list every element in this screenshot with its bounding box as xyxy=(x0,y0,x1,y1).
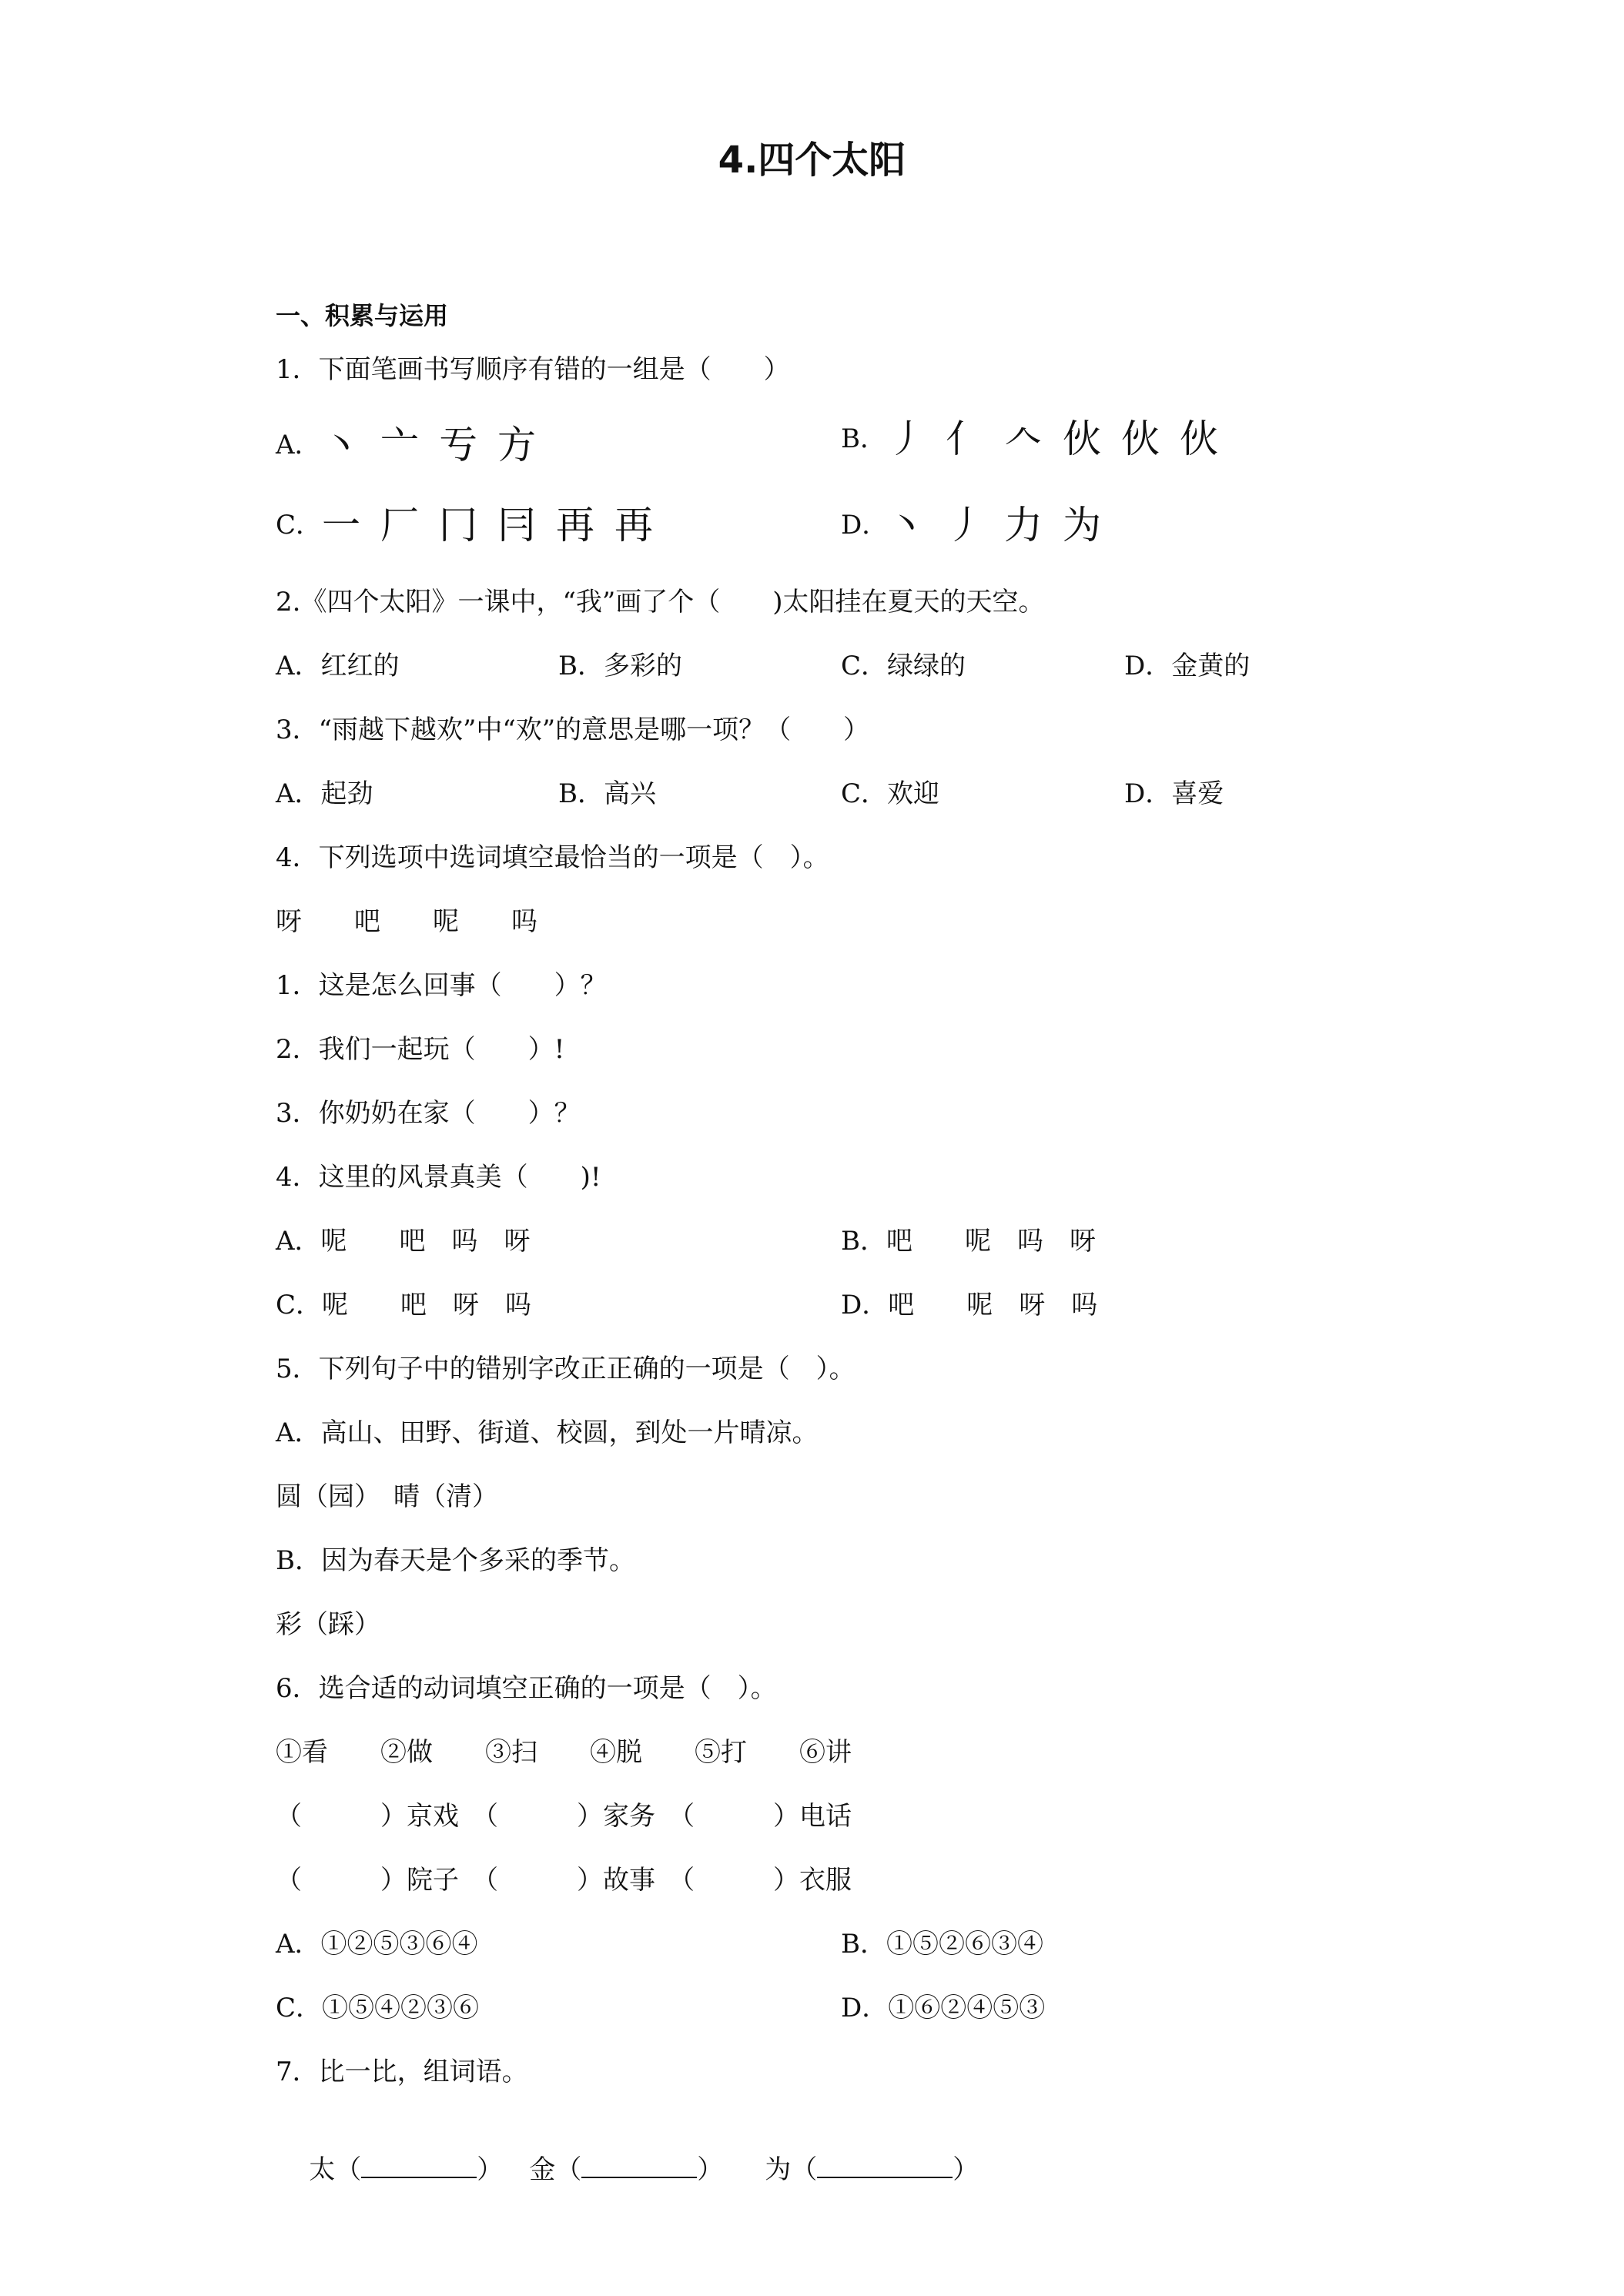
stroke-step: 再 xyxy=(614,503,653,547)
q3-option-d: D．喜爱 xyxy=(1124,778,1224,809)
section-heading: 一、积累与运用 xyxy=(276,301,449,330)
q1-option-c xyxy=(276,502,653,548)
q7-char-3: 为（ xyxy=(765,2154,818,2185)
stroke-step: 伙 xyxy=(1121,417,1160,461)
q7-char-1: 太（ xyxy=(309,2154,362,2185)
q7-word-row xyxy=(276,2119,979,2221)
q3-option-c: C．欢迎 xyxy=(841,778,940,809)
stroke-step: 𠆢 xyxy=(1004,417,1043,461)
stroke-step: 亻 xyxy=(946,417,984,461)
q4-item: 2．我们一起玩（ ）! xyxy=(276,1034,565,1065)
q6-option-d: D．①⑥②④⑤③ xyxy=(841,1993,1046,2023)
q4-option-a: A．呢 吧 吗 呀 xyxy=(276,1226,531,1257)
question-1-stem: 1．下面笔画书写顺序有错的一组是（ ） xyxy=(276,354,790,385)
q6-verb-bank: ①看 ②做 ③扫 ④脱 ⑤打 ⑥讲 xyxy=(276,1737,852,1768)
stroke-step: 丶 xyxy=(322,423,360,467)
q4-option-b: B．吧 呢 吗 呀 xyxy=(841,1226,1096,1257)
q5-option-a: A．高山、田野、街道、校圆，到处一片晴凉。 xyxy=(276,1417,819,1448)
stroke-step: 亐 xyxy=(439,423,477,467)
question-3-stem: 3．“雨越下越欢”中“欢”的意思是哪一项？（ ） xyxy=(276,715,870,745)
stroke-step: 伙 xyxy=(1063,417,1101,461)
question-7-stem: 7．比一比，组词语。 xyxy=(276,2057,528,2087)
stroke-sequence xyxy=(322,422,536,468)
stroke-sequence xyxy=(887,416,1218,462)
stroke-sequence xyxy=(887,502,1101,548)
question-6-stem: 6．选合适的动词填空正确的一项是（ ）。 xyxy=(276,1673,777,1704)
q2-option-b: B．多彩的 xyxy=(558,651,682,681)
stroke-step: 再 xyxy=(556,503,594,547)
q6-option-c: C．①⑤④②③⑥ xyxy=(276,1993,480,2023)
q1-option-b xyxy=(841,416,1218,462)
page-title: 4.四个太阳 xyxy=(718,139,906,182)
option-label: C． xyxy=(276,510,323,541)
stroke-step: 亠 xyxy=(380,423,419,467)
stroke-step: 丶 xyxy=(887,503,926,547)
stroke-step: 冂 xyxy=(439,503,477,547)
answer-blank[interactable] xyxy=(817,2154,953,2178)
stroke-step: 为 xyxy=(1063,503,1101,547)
stroke-step: 丿 xyxy=(887,417,926,461)
q6-option-b: B．①⑤②⑥③④ xyxy=(841,1929,1043,1960)
answer-blank[interactable] xyxy=(361,2154,477,2178)
q5-option-b: B．因为春天是个多采的季节。 xyxy=(276,1545,635,1576)
option-label: D． xyxy=(841,510,889,541)
q4-option-c: C．呢 吧 呀 吗 xyxy=(276,1290,532,1320)
q5-option-b-correction: 彩（踩） xyxy=(276,1609,380,1640)
q6-option-a: A．①②⑤③⑥④ xyxy=(276,1929,478,1960)
stroke-step: 伙 xyxy=(1180,417,1218,461)
q6-fill-row: （ ）京戏 （ ）家务 （ ）电话 xyxy=(276,1801,852,1832)
option-label: B． xyxy=(841,423,886,454)
stroke-step: 方 xyxy=(497,423,536,467)
q6-fill-row: （ ）院子 （ ）故事 （ ）衣服 xyxy=(276,1865,852,1896)
q3-option-a: A．起劲 xyxy=(276,778,373,809)
q4-item: 4．这里的风景真美（ )! xyxy=(276,1162,601,1193)
q7-char-1-close: ） xyxy=(477,2154,504,2185)
q5-option-a-correction: 圆（园） 晴（清） xyxy=(276,1481,498,1512)
q1-option-a xyxy=(276,422,536,468)
answer-blank[interactable] xyxy=(581,2154,697,2178)
q7-char-3-close: ） xyxy=(953,2154,979,2185)
stroke-step: 一 xyxy=(322,503,360,547)
q1-option-d xyxy=(841,502,1101,548)
stroke-step: 丿 xyxy=(946,503,984,547)
q2-option-c: C．绿绿的 xyxy=(841,651,966,681)
q4-item: 1．这是怎么回事（ ）？ xyxy=(276,970,607,1001)
option-label: A． xyxy=(276,430,321,460)
q2-option-a: A．红红的 xyxy=(276,651,400,681)
question-2-stem: 2.《四个太阳》一课中，“我”画了个（ )太阳挂在夏天的天空。 xyxy=(276,587,1045,618)
question-4-stem: 4．下列选项中选词填空最恰当的一项是（ ）。 xyxy=(276,842,829,873)
stroke-step: 冃 xyxy=(497,503,536,547)
stroke-sequence xyxy=(322,502,653,548)
q4-item: 3．你奶奶在家（ ）？ xyxy=(276,1098,581,1129)
q4-option-d: D．吧 呢 呀 吗 xyxy=(841,1290,1098,1320)
q7-char-2-close: ） xyxy=(697,2154,724,2185)
q2-option-d: D．金黄的 xyxy=(1124,651,1251,681)
q4-word-bank: 呀 吧 呢 吗 xyxy=(276,906,537,937)
stroke-step: 力 xyxy=(1004,503,1043,547)
q7-char-2: 金（ xyxy=(529,2154,582,2185)
stroke-step: 厂 xyxy=(380,503,419,547)
q3-option-b: B．高兴 xyxy=(558,778,656,809)
question-5-stem: 5．下列句子中的错别字改正正确的一项是（ ）。 xyxy=(276,1354,856,1384)
